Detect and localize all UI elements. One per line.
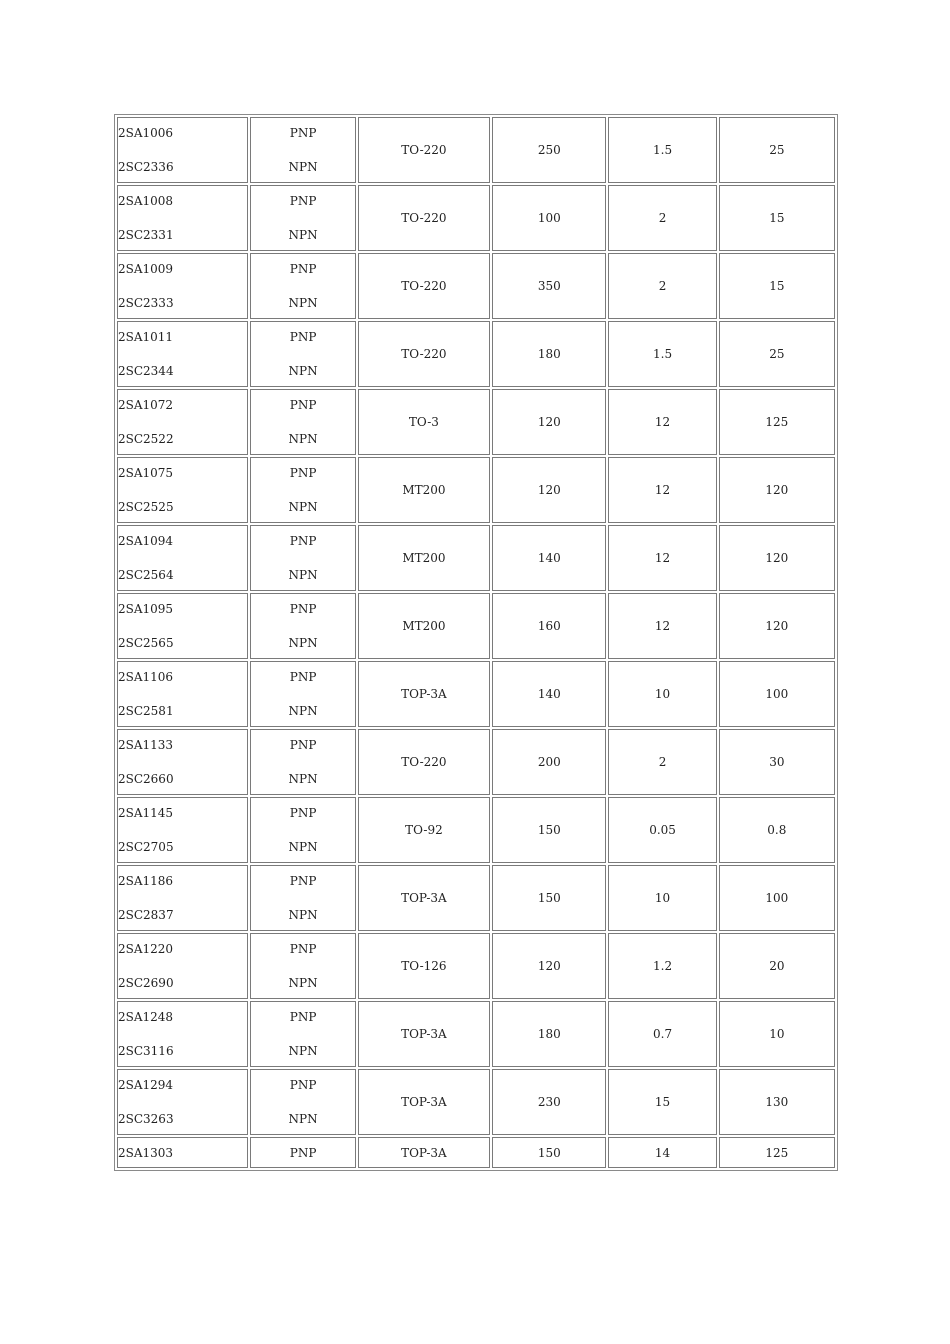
model-cell [117, 865, 248, 931]
table-row [117, 865, 835, 931]
polarity-type: PNP [289, 1010, 317, 1024]
package-cell: TO-3 [358, 389, 490, 455]
table-row [117, 933, 835, 999]
current-cell: 10 [608, 661, 716, 727]
voltage-cell: 150 [492, 865, 606, 931]
polarity-cell [250, 593, 355, 659]
model-cell [117, 1001, 248, 1067]
polarity-type: PNP [289, 126, 317, 140]
current-cell: 2 [608, 185, 716, 251]
current-cell: 1.5 [608, 117, 716, 183]
model-cell [117, 389, 248, 455]
power-cell: 30 [719, 729, 835, 795]
model-number: 2SA1008 [118, 194, 174, 208]
voltage-cell: 200 [492, 729, 606, 795]
model-number: 2SA1011 [118, 330, 174, 344]
polarity-cell [250, 253, 355, 319]
model-number: 2SC2564 [118, 568, 174, 582]
power-cell: 15 [719, 185, 835, 251]
power-cell: 125 [719, 1137, 835, 1168]
polarity-cell [250, 525, 355, 591]
polarity-type: NPN [288, 296, 318, 310]
polarity-cell [250, 933, 355, 999]
model-number: 2SA1133 [118, 738, 174, 752]
package-cell: TOP-3A [358, 1001, 490, 1067]
model-cell [117, 525, 248, 591]
model-cell [117, 253, 248, 319]
package-cell: TO-220 [358, 185, 490, 251]
polarity-type: PNP [289, 738, 317, 752]
power-cell: 125 [719, 389, 835, 455]
voltage-cell: 150 [492, 797, 606, 863]
voltage-cell: 350 [492, 253, 606, 319]
current-cell: 0.7 [608, 1001, 716, 1067]
model-cell [117, 185, 248, 251]
voltage-cell: 120 [492, 457, 606, 523]
model-number: 2SA1294 [118, 1078, 174, 1092]
model-cell [117, 1137, 248, 1168]
polarity-type: NPN [288, 1044, 318, 1058]
model-cell [117, 661, 248, 727]
model-number: 2SC2581 [118, 704, 174, 718]
model-cell [117, 1069, 248, 1135]
polarity-cell [250, 1001, 355, 1067]
model-number: 2SC2660 [118, 772, 174, 786]
model-cell [117, 593, 248, 659]
model-number: 2SA1303 [118, 1145, 174, 1160]
model-cell [117, 797, 248, 863]
polarity-cell [250, 1137, 355, 1168]
table-row [117, 593, 835, 659]
model-number: 2SA1072 [118, 398, 174, 412]
polarity-type: PNP [289, 806, 317, 820]
current-cell: 10 [608, 865, 716, 931]
table-row [117, 1069, 835, 1135]
polarity-type: NPN [288, 500, 318, 514]
polarity-type: NPN [288, 908, 318, 922]
model-number: 2SA1009 [118, 262, 174, 276]
table-row [117, 253, 835, 319]
model-cell [117, 457, 248, 523]
polarity-type: NPN [288, 432, 318, 446]
package-cell: MT200 [358, 525, 490, 591]
polarity-type: PNP [289, 874, 317, 888]
table-row [117, 185, 835, 251]
table-row [117, 389, 835, 455]
polarity-type: NPN [288, 772, 318, 786]
polarity-type: NPN [288, 704, 318, 718]
table-row [117, 117, 835, 183]
polarity-cell [250, 185, 355, 251]
model-number: 2SC2331 [118, 228, 174, 242]
package-cell: TOP-3A [358, 865, 490, 931]
power-cell: 120 [719, 457, 835, 523]
polarity-cell [250, 1069, 355, 1135]
current-cell: 2 [608, 729, 716, 795]
model-cell [117, 321, 248, 387]
table-row [117, 797, 835, 863]
model-number: 2SA1075 [118, 466, 174, 480]
power-cell: 100 [719, 865, 835, 931]
package-cell: TO-220 [358, 321, 490, 387]
model-number: 2SA1006 [118, 126, 174, 140]
table-row [117, 321, 835, 387]
voltage-cell: 250 [492, 117, 606, 183]
polarity-type: PNP [289, 1078, 317, 1092]
model-number: 2SC2565 [118, 636, 174, 650]
table-row [117, 457, 835, 523]
model-cell [117, 117, 248, 183]
voltage-cell: 140 [492, 525, 606, 591]
package-cell: MT200 [358, 593, 490, 659]
polarity-type: NPN [288, 1112, 318, 1126]
voltage-cell: 180 [492, 321, 606, 387]
polarity-type: PNP [289, 602, 317, 616]
polarity-type: NPN [288, 568, 318, 582]
current-cell: 12 [608, 389, 716, 455]
power-cell: 20 [719, 933, 835, 999]
polarity-type: NPN [288, 160, 318, 174]
power-cell: 25 [719, 321, 835, 387]
current-cell: 12 [608, 457, 716, 523]
current-cell: 1.2 [608, 933, 716, 999]
polarity-type: PNP [289, 466, 317, 480]
package-cell: TO-126 [358, 933, 490, 999]
power-cell: 15 [719, 253, 835, 319]
polarity-cell [250, 117, 355, 183]
package-cell: TO-220 [358, 253, 490, 319]
polarity-type: NPN [288, 364, 318, 378]
power-cell: 10 [719, 1001, 835, 1067]
model-cell [117, 933, 248, 999]
model-cell [117, 729, 248, 795]
table-row [117, 661, 835, 727]
model-number: 2SA1106 [118, 670, 174, 684]
model-number: 2SC3116 [118, 1044, 174, 1058]
model-number: 2SA1248 [118, 1010, 174, 1024]
power-cell: 100 [719, 661, 835, 727]
model-number: 2SC2690 [118, 976, 174, 990]
polarity-type: PNP [289, 262, 317, 276]
voltage-cell: 180 [492, 1001, 606, 1067]
model-number: 2SA1145 [118, 806, 174, 820]
polarity-type: PNP [289, 194, 317, 208]
table-body [117, 117, 835, 1168]
voltage-cell: 120 [492, 933, 606, 999]
current-cell: 15 [608, 1069, 716, 1135]
polarity-cell [250, 457, 355, 523]
model-number: 2SC2522 [118, 432, 174, 446]
package-cell: MT200 [358, 457, 490, 523]
polarity-cell [250, 321, 355, 387]
polarity-type: NPN [288, 636, 318, 650]
model-number: 2SA1094 [118, 534, 174, 548]
model-number: 2SA1095 [118, 602, 174, 616]
package-cell: TO-92 [358, 797, 490, 863]
voltage-cell: 100 [492, 185, 606, 251]
polarity-cell [250, 797, 355, 863]
power-cell: 0.8 [719, 797, 835, 863]
model-number: 2SA1220 [118, 942, 174, 956]
polarity-type: PNP [289, 534, 317, 548]
model-number: 2SC2705 [118, 840, 174, 854]
model-number: 2SC2525 [118, 500, 174, 514]
model-number: 2SC3263 [118, 1112, 174, 1126]
voltage-cell: 140 [492, 661, 606, 727]
current-cell: 12 [608, 525, 716, 591]
polarity-cell [250, 865, 355, 931]
current-cell: 1.5 [608, 321, 716, 387]
current-cell: 12 [608, 593, 716, 659]
model-number: 2SA1186 [118, 874, 174, 888]
polarity-type: PNP [289, 1145, 317, 1160]
package-cell: TOP-3A [358, 1137, 490, 1168]
polarity-type: NPN [288, 976, 318, 990]
package-cell: TOP-3A [358, 1069, 490, 1135]
package-cell: TOP-3A [358, 661, 490, 727]
polarity-cell [250, 729, 355, 795]
table-row [117, 1001, 835, 1067]
model-number: 2SC2344 [118, 364, 174, 378]
current-cell: 2 [608, 253, 716, 319]
model-number: 2SC2837 [118, 908, 174, 922]
power-cell: 120 [719, 593, 835, 659]
current-cell: 0.05 [608, 797, 716, 863]
voltage-cell: 120 [492, 389, 606, 455]
table-row [117, 525, 835, 591]
model-number: 2SC2336 [118, 160, 174, 174]
voltage-cell: 230 [492, 1069, 606, 1135]
model-number: 2SC2333 [118, 296, 174, 310]
current-cell: 14 [608, 1137, 716, 1168]
polarity-cell [250, 389, 355, 455]
polarity-type: NPN [288, 228, 318, 242]
polarity-type: PNP [289, 942, 317, 956]
table-row [117, 1137, 835, 1168]
power-cell: 130 [719, 1069, 835, 1135]
polarity-type: PNP [289, 330, 317, 344]
polarity-type: NPN [288, 840, 318, 854]
transistor-spec-table [114, 114, 838, 1171]
transistor-table-page [114, 114, 838, 1171]
power-cell: 120 [719, 525, 835, 591]
voltage-cell: 150 [492, 1137, 606, 1168]
voltage-cell: 160 [492, 593, 606, 659]
package-cell: TO-220 [358, 729, 490, 795]
polarity-type: PNP [289, 670, 317, 684]
polarity-cell [250, 661, 355, 727]
polarity-type: PNP [289, 398, 317, 412]
power-cell: 25 [719, 117, 835, 183]
table-row [117, 729, 835, 795]
package-cell: TO-220 [358, 117, 490, 183]
